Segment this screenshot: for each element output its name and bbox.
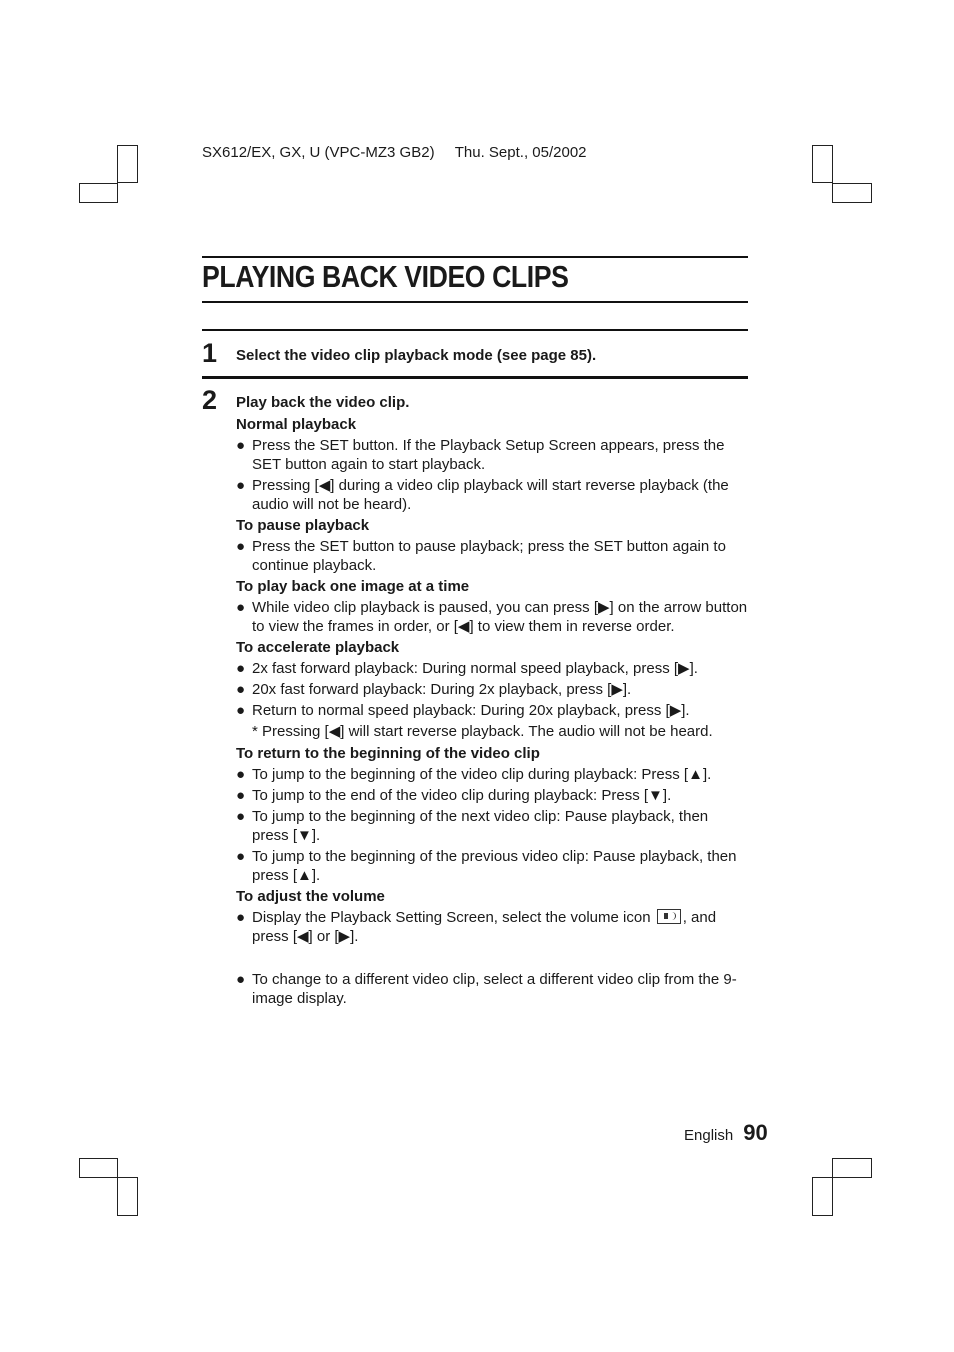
crop-mark-bottom-right	[812, 1177, 833, 1216]
section-heading-volume: To adjust the volume	[236, 888, 385, 905]
step-2-text: Play back the video clip.	[236, 394, 410, 411]
crop-mark-bottom-left	[117, 1177, 138, 1216]
crop-mark-top-right	[812, 145, 833, 183]
crop-mark-top-left	[117, 145, 138, 183]
list-item: ● Pressing [◀] during a video clip playback will start reverse playback (the audio will not be heard).	[236, 477, 729, 513]
title-rule-top	[202, 256, 748, 258]
bullet-icon: ●	[236, 681, 246, 698]
list-item: ● Press the SET button. If the Playback Setup Screen appears, press the SET button again to start playback.	[236, 437, 725, 473]
section-heading-one-image: To play back one image at a time	[236, 578, 470, 595]
bullet-icon: ●	[236, 477, 246, 494]
section-heading-pause: To pause playback	[236, 517, 370, 534]
bullet-icon: ●	[236, 599, 246, 616]
list-item: ● Display the Playback Setting Screen, select the volume icon , and press [◀] or [▶].	[236, 909, 717, 945]
list-item: ● To jump to the beginning of the video clip during playback: Press [▲].	[236, 766, 712, 783]
section-heading-normal: Normal playback	[236, 416, 357, 433]
crop-mark-bottom-left	[79, 1158, 118, 1178]
step-1-text: Select the video clip playback mode (see page 85).	[236, 347, 597, 364]
section-heading-return: To return to the beginning of the video clip	[236, 745, 540, 762]
bullet-icon: ●	[236, 848, 246, 865]
list-item: ● To change to a different video clip, select a different video clip from the 9-image display.	[236, 971, 737, 1007]
list-item: ● While video clip playback is paused, you can press [▶] on the arrow button to view the frames in order, or [◀] to view them in reverse order.	[236, 599, 748, 635]
section-heading-accelerate: To accelerate playback	[236, 639, 400, 656]
page-title: PLAYING BACK VIDEO CLIPS	[202, 259, 569, 294]
bullet-icon: ●	[236, 808, 246, 825]
step-2-body	[236, 415, 748, 1010]
speaker-icon	[657, 909, 681, 924]
crop-mark-top-right	[832, 183, 872, 203]
bullet-icon: ●	[236, 538, 246, 555]
step-1-rule	[202, 329, 748, 331]
print-date: Thu. Sept., 05/2002	[454, 144, 587, 161]
title-rule-bottom	[202, 301, 748, 303]
list-item: ● 2x fast forward playback: During normal speed playback, press [▶].	[236, 660, 698, 677]
bullet-icon: ●	[236, 971, 246, 988]
bullet-icon: ●	[236, 909, 246, 926]
list-item: ● To jump to the end of the video clip during playback: Press [▼].	[236, 787, 672, 804]
step-1-number: 1	[202, 338, 218, 368]
list-item: ● To jump to the beginning of the previous video clip: Pause playback, then press [▲].	[236, 848, 737, 884]
page-number: 90	[743, 1120, 768, 1145]
bullet-icon: ●	[236, 766, 246, 783]
crop-mark-bottom-right	[832, 1158, 872, 1178]
model-code: SX612/EX, GX, U (VPC-MZ3 GB2)	[202, 144, 435, 161]
footer-language: English	[684, 1127, 734, 1144]
step-2-rule	[202, 376, 748, 379]
bullet-icon: ●	[236, 660, 246, 677]
list-item: ● Return to normal speed playback: During 20x playback, press [▶].	[236, 702, 690, 719]
bullet-icon: ●	[236, 702, 246, 719]
step-2-number: 2	[202, 385, 218, 415]
list-item: ● Press the SET button to pause playback; press the SET button again to continue playback.	[236, 538, 726, 574]
page-footer	[684, 1120, 768, 1146]
crop-mark-top-left	[79, 183, 118, 203]
list-item: ● To jump to the beginning of the next video clip: Pause playback, then press [▼].	[236, 808, 709, 844]
bullet-icon: ●	[236, 787, 246, 804]
list-item: ● 20x fast forward playback: During 2x playback, press [▶].	[236, 681, 632, 698]
bullet-icon: ●	[236, 437, 246, 454]
print-header	[202, 144, 587, 161]
footnote: * Pressing [◀] will start reverse playback. The audio will not be heard.	[252, 723, 713, 740]
